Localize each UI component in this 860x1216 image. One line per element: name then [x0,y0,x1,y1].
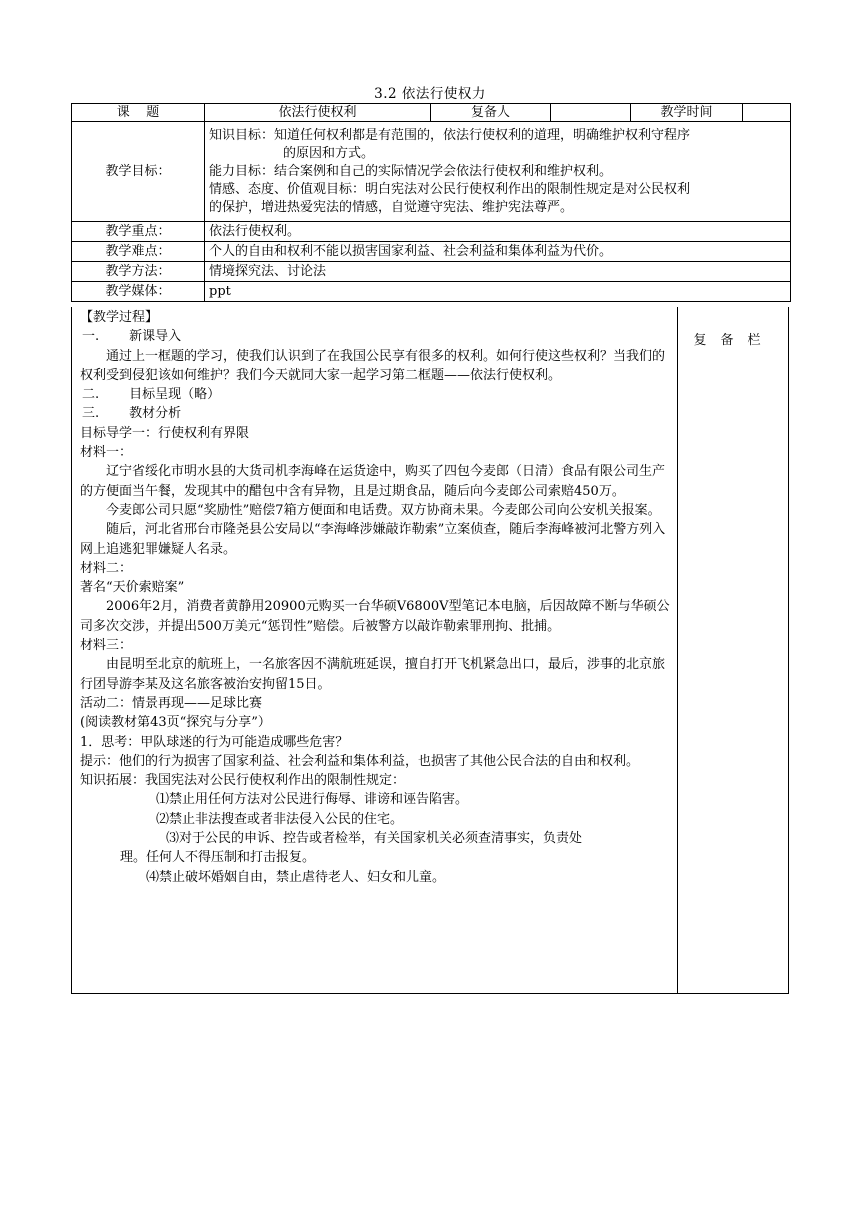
material-2-label: 材料二： [80,560,133,576]
focus-label: 教学重点： [72,222,205,242]
lesson-info-table [71,103,791,302]
material-2-paragraph: 2006年2月，消费者黄静用20900元购买一台华硕V6800V型笔记本电脑，后因故障不断与华硕公司多次交涉，并提出500万美元“惩罚性”赔偿。后被警方以敲诈勒索罪刑拘、批捕。 [80,599,670,634]
section-1-number: 一. [82,329,100,345]
difficulty-value: 个人的自由和权利不能以损害国家利益、社会利益和集体利益为代价。 [205,242,791,262]
hint-paragraph: 提示：他们的行为损害了国家利益、社会利益和集体利益，也损害了其他公民合法的自由和权利。 [80,753,640,769]
document-title: 3.2 依法行使权力 [374,86,486,102]
rule-4: ⑷禁止破坏婚姻自由，禁止虐待老人、妇女和儿童。 [146,869,446,885]
focus-value: 依法行使权利。 [205,222,791,242]
media-label: 教学媒体： [72,282,205,302]
material-1-label: 材料一： [80,445,133,461]
knowledge-extension: 知识拓展：我国宪法对公民行使权利作出的限制性规定： [80,773,406,789]
teaching-time-label: 教学时间 [631,104,743,122]
method-label: 教学方法： [72,262,205,282]
topic-row [72,104,791,122]
media-row [72,282,791,302]
activity-2: 活动二：情景再现——足球比赛 [80,695,263,711]
guide-1: 目标导学一：行使权利有界限 [80,425,250,441]
material-3-paragraph: 由昆明至北京的航班上，一名旅客因不满航班延误，擅自打开飞机紧急出口，最后，涉事的北京旅行团导游李某及这名旅客被治安拘留15日。 [80,657,666,692]
rule-3: ⑶对于公民的申诉、控告或者检举，有关国家机关必须查清事实，负责处 [166,831,583,847]
section-3-heading [80,404,674,423]
material-1-paragraph-2: 今麦郎公司只愿“奖励性”赔偿7箱方便面和电话费。双方协商未果。今麦郎公司向公安机关报案。 [106,502,661,518]
intro-paragraph: 通过上一框题的学习，使我们认识到了在我国公民享有很多的权利。如何行使这些权利？当我们的权利受到侵犯该如何维护？我们今天就同大家一起学习第二框题——依法行使权利。 [80,348,666,383]
focus-row [72,222,791,242]
goals-content [205,122,791,222]
section-1-title: 新课导入 [129,329,182,345]
section-2-number: 二. [82,387,100,403]
material-2-title: 著名“天价索赔案” [80,580,185,596]
reviewer-label: 复备人 [431,104,551,122]
column-divider [677,307,678,993]
teaching-process-content [80,308,674,887]
section-3-number: 三. [82,406,100,422]
goals-label: 教学目标： [72,122,205,222]
section-2-heading [80,385,674,404]
knowledge-goal-cont: 的原因和方式。 [283,145,375,161]
material-1-paragraph-1: 辽宁省绥化市明水县的大货司机李海峰在运货途中，购买了四包今麦郎（日清）食品有限公司生产的方便面当午餐，发现其中的醋包中含有异物，且是过期食品，随后向今麦郎公司索赔450万。 [80,464,666,499]
material-1-paragraph-3: 随后，河北省邢台市隆尧县公安局以“李海峰涉嫌敲诈勒索”立案侦查，随后李海峰被河北警方列入网上追逃犯罪嫌疑人名录。 [80,522,666,557]
material-3-label: 材料三： [80,638,133,654]
goals-row [72,122,791,222]
rule-3-cont: 理。任何人不得压制和打击报复。 [120,850,316,866]
reading-note: (阅读教材第43页“探究与分享”） [80,715,271,731]
teaching-process-box [71,307,789,994]
section-3-title: 教材分析 [129,406,182,422]
media-value: ppt [205,282,791,302]
section-2-title: 目标呈现（略） [129,387,221,403]
topic-label: 课 题 [72,104,205,122]
teaching-time-value [743,104,791,122]
ability-goal: 能力目标：结合案例和自己的实际情况学会依法行使权利和维护权利。 [209,163,613,179]
section-1-heading [80,327,674,346]
difficulty-row [72,242,791,262]
rule-1: ⑴禁止用任何方法对公民进行侮辱、诽谤和诬告陷害。 [156,792,469,808]
emotion-goal-cont: 的保护，增进热爱宪法的情感，自觉遵守宪法、维护宪法尊严。 [209,199,574,215]
method-row [72,262,791,282]
topic-value: 依法行使权利 [205,104,431,122]
reviewer-value [551,104,631,122]
knowledge-goal: 知识目标：知道任何权利都是有范围的，依法行使权利的道理，明确维护权利守程序 [209,127,691,143]
review-column-label: 复备栏 [693,333,775,348]
emotion-goal: 情感、态度、价值观目标：明白宪法对公民行使权利作出的限制性规定是对公民权利 [209,181,691,197]
question-1: 1．思考：甲队球迷的行为可能造成哪些危害？ [80,734,349,750]
difficulty-label: 教学难点： [72,242,205,262]
rule-2: ⑵禁止非法搜查或者非法侵入公民的住宅。 [156,811,404,827]
process-heading: 【教学过程】 [80,310,159,325]
method-value: 情境探究法、讨论法 [205,262,791,282]
